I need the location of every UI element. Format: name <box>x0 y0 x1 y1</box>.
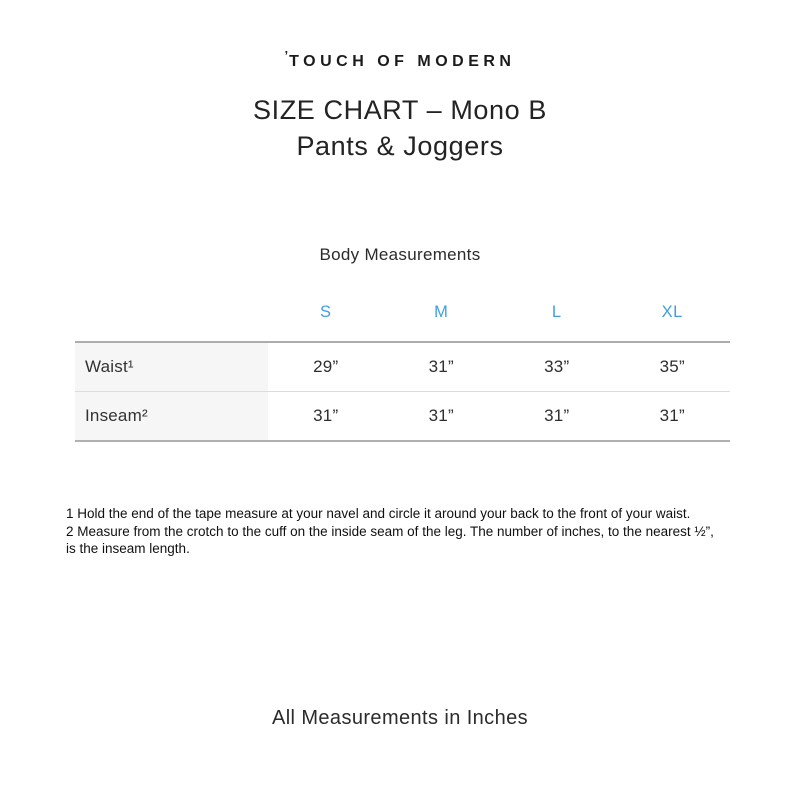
title-line-1: SIZE CHART – Mono B <box>252 95 547 125</box>
brand-name: TOUCH OF MODERN <box>289 53 516 70</box>
section-label: Body Measurements <box>319 245 481 264</box>
logo-tick-icon <box>285 48 289 63</box>
inseam-value-xl: 31” <box>659 406 685 425</box>
waist-value-l: 33” <box>544 357 570 376</box>
row-label-inseam: Inseam² <box>75 392 268 440</box>
column-header-s: S <box>319 303 332 321</box>
table-header-row <box>75 303 730 341</box>
units-note: All Measurements in Inches <box>271 707 529 729</box>
table-row <box>75 343 730 391</box>
waist-value-xl: 35” <box>659 357 685 376</box>
column-header-xl: XL <box>661 303 683 321</box>
inseam-value-m: 31” <box>428 406 454 425</box>
footnote-1: 1 Hold the end of the tape measure at your navel and circle it around your back to the front of your waist. <box>66 506 691 521</box>
column-header-l: L <box>551 303 562 321</box>
waist-value-s: 29” <box>313 357 339 376</box>
footnote-2: 2 Measure from the crotch to the cuff on the inside seam of the leg. The number of inches, to the nearest ½”, <box>66 523 714 539</box>
table-row <box>75 391 730 440</box>
footnote-2-continued: is the inseam length. <box>66 541 190 556</box>
inseam-value-s: 31” <box>313 406 339 425</box>
inseam-value-l: 31” <box>544 406 570 425</box>
row-label-waist: Waist¹ <box>75 343 268 391</box>
footnotes <box>66 505 714 558</box>
brand-logo <box>0 53 800 71</box>
title-line-2: Pants & Joggers <box>296 131 504 161</box>
column-header-m: M <box>434 303 449 321</box>
page-title <box>0 92 800 164</box>
table-body <box>75 341 730 442</box>
waist-value-m: 31” <box>428 357 454 376</box>
measurements-table <box>75 303 730 442</box>
